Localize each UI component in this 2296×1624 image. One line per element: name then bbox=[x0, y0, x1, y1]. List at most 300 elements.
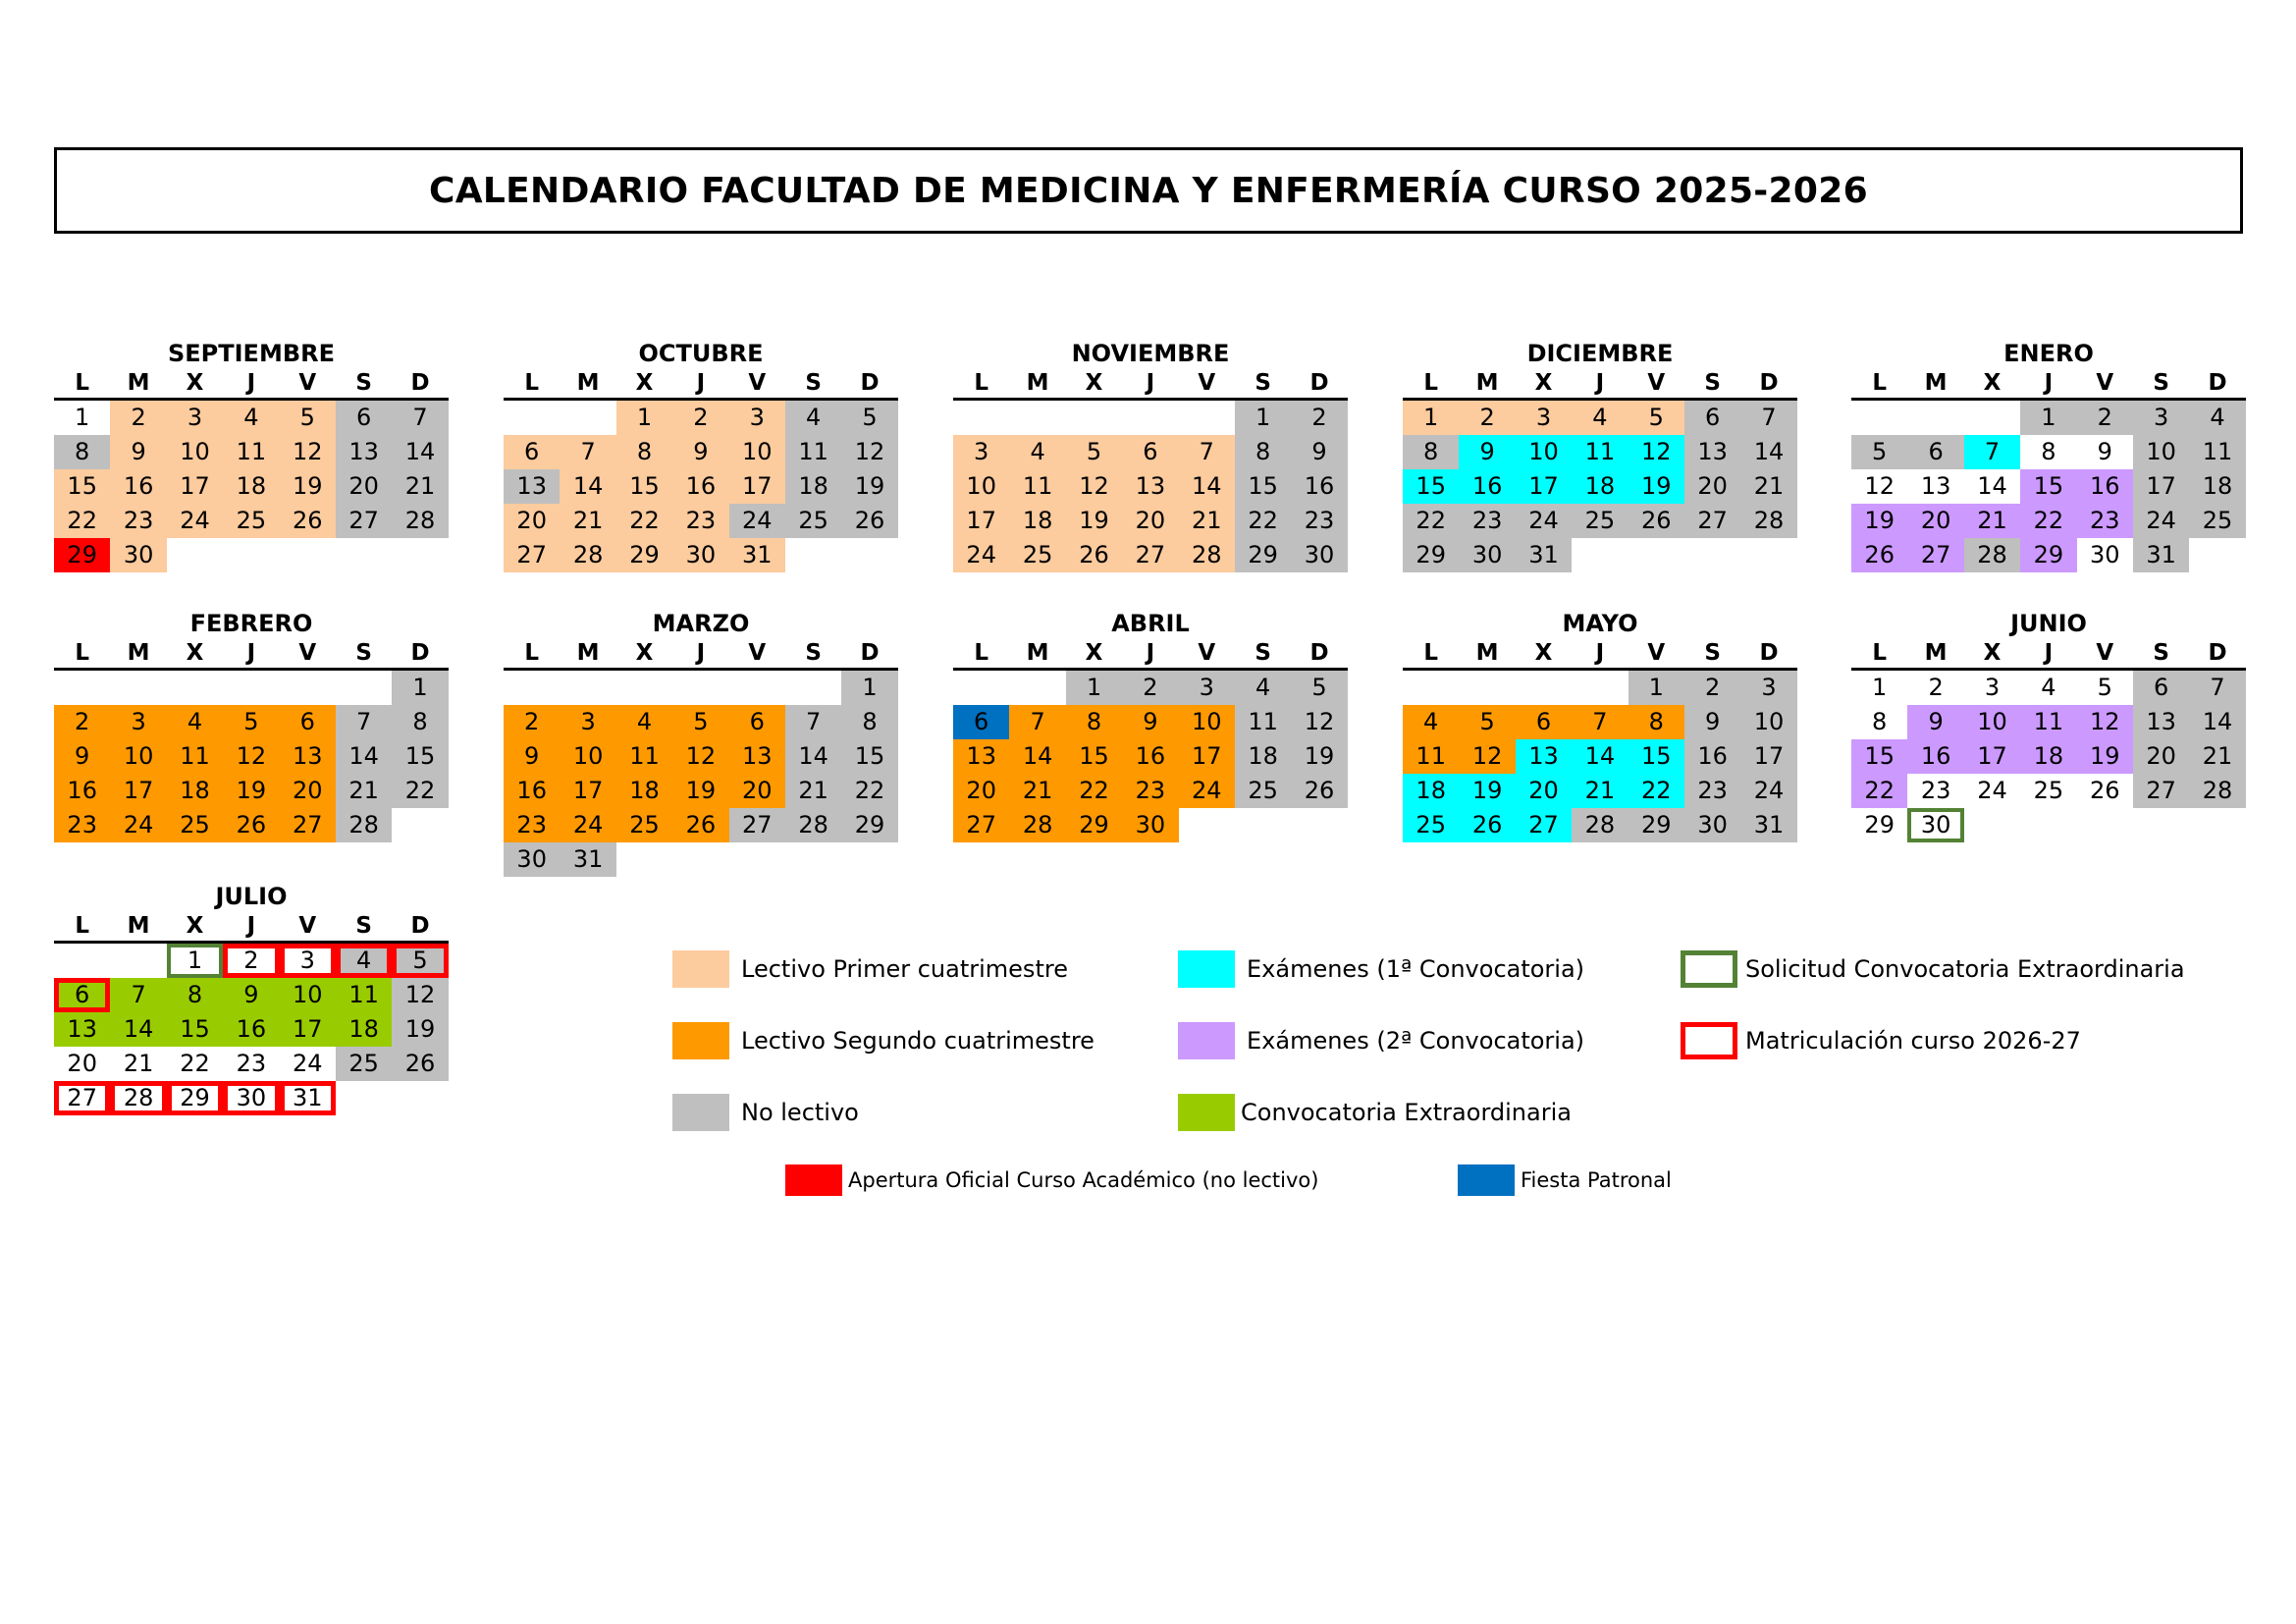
day-cell: 21 bbox=[1009, 774, 1065, 808]
day-cell: 27 bbox=[1516, 808, 1572, 842]
day-cell: 27 bbox=[504, 538, 560, 572]
day-cell: 31 bbox=[280, 1081, 336, 1115]
day-cell: 24 bbox=[167, 504, 223, 538]
day-cell: 10 bbox=[560, 739, 615, 774]
day-cell: 10 bbox=[280, 978, 336, 1012]
weekday-label: M bbox=[127, 370, 150, 396]
day-cell: 20 bbox=[280, 774, 336, 808]
day-cell: 15 bbox=[1066, 739, 1122, 774]
weekday-header bbox=[1851, 368, 2246, 401]
legend-label-matricula: Matriculación curso 2026-27 bbox=[1745, 1027, 2081, 1055]
legend-swatch-exam2 bbox=[1178, 1022, 1235, 1059]
day-cell: 12 bbox=[1851, 469, 1907, 504]
day-cell: 2 bbox=[504, 705, 560, 739]
weekday-label: D bbox=[860, 370, 880, 396]
weekday-label: M bbox=[1924, 640, 1948, 666]
day-cell: 5 bbox=[280, 401, 336, 435]
weekday-label: V bbox=[298, 913, 317, 939]
weekday-label: J bbox=[246, 913, 256, 939]
day-cell: 28 bbox=[1179, 538, 1235, 572]
month-noviembre bbox=[953, 339, 1348, 572]
day-cell: 9 bbox=[1459, 435, 1515, 469]
day-cell: 3 bbox=[1179, 671, 1235, 705]
day-cell: 20 bbox=[336, 469, 392, 504]
day-cell: 15 bbox=[841, 739, 897, 774]
empty-cell bbox=[1964, 401, 2020, 435]
day-cell: 7 bbox=[1179, 435, 1235, 469]
empty-cell bbox=[953, 401, 1009, 435]
weekday-label: M bbox=[127, 640, 150, 666]
weekday-label: V bbox=[1647, 640, 1666, 666]
day-cell: 2 bbox=[1291, 401, 1347, 435]
day-cell: 2 bbox=[110, 401, 166, 435]
day-cell: 5 bbox=[1066, 435, 1122, 469]
weekday-label: L bbox=[75, 370, 90, 396]
weekday-label: J bbox=[1595, 370, 1605, 396]
day-cell: 2 bbox=[1684, 671, 1740, 705]
day-cell: 2 bbox=[223, 944, 279, 978]
day-cell: 15 bbox=[2020, 469, 2076, 504]
day-cell: 27 bbox=[1907, 538, 1963, 572]
day-cell: 27 bbox=[1122, 538, 1178, 572]
day-cell: 6 bbox=[280, 705, 336, 739]
day-cell: 6 bbox=[1684, 401, 1740, 435]
legend-solicitud bbox=[1681, 950, 2185, 988]
day-cell: 25 bbox=[167, 808, 223, 842]
weekday-header bbox=[1403, 368, 1797, 401]
day-cell: 18 bbox=[1403, 774, 1459, 808]
day-cell: 28 bbox=[785, 808, 841, 842]
day-cell: 10 bbox=[110, 739, 166, 774]
day-cell: 11 bbox=[1009, 469, 1065, 504]
month-title: OCTUBRE bbox=[638, 340, 764, 367]
day-cell: 23 bbox=[672, 504, 728, 538]
day-cell: 13 bbox=[2133, 705, 2189, 739]
day-cell: 30 bbox=[1291, 538, 1347, 572]
month-junio bbox=[1851, 609, 2246, 842]
day-cell: 22 bbox=[2020, 504, 2076, 538]
weekday-label: X bbox=[1983, 370, 2002, 396]
weekday-label: L bbox=[524, 370, 540, 396]
weekday-label: M bbox=[1026, 370, 1049, 396]
day-cell: 26 bbox=[1066, 538, 1122, 572]
day-cell: 1 bbox=[1629, 671, 1684, 705]
day-cell: 6 bbox=[1122, 435, 1178, 469]
day-cell: 23 bbox=[110, 504, 166, 538]
legend-label-exam2: Exámenes (2ª Convocatoria) bbox=[1247, 1027, 1585, 1055]
legend-swatch-exam1 bbox=[1178, 950, 1235, 988]
day-cell: 8 bbox=[392, 705, 448, 739]
day-cell: 14 bbox=[110, 1012, 166, 1047]
day-cell: 14 bbox=[1740, 435, 1796, 469]
day-cell: 12 bbox=[1629, 435, 1684, 469]
day-cell: 19 bbox=[1629, 469, 1684, 504]
day-cell: 2 bbox=[2077, 401, 2133, 435]
weekday-label: L bbox=[1423, 370, 1439, 396]
legend-label-exam1: Exámenes (1ª Convocatoria) bbox=[1247, 955, 1585, 983]
day-cell: 20 bbox=[1516, 774, 1572, 808]
day-cell: 18 bbox=[616, 774, 672, 808]
day-cell: 29 bbox=[616, 538, 672, 572]
day-cell: 1 bbox=[841, 671, 897, 705]
day-cell: 15 bbox=[1851, 739, 1907, 774]
day-cell: 25 bbox=[1235, 774, 1291, 808]
day-cell: 4 bbox=[223, 401, 279, 435]
empty-cell bbox=[504, 401, 560, 435]
empty-cell bbox=[167, 671, 223, 705]
legend-label-solicitud: Solicitud Convocatoria Extraordinaria bbox=[1745, 955, 2185, 983]
day-cell: 30 bbox=[504, 842, 560, 877]
day-cell: 22 bbox=[841, 774, 897, 808]
day-cell: 16 bbox=[54, 774, 110, 808]
empty-cell bbox=[560, 401, 615, 435]
day-cell: 6 bbox=[1907, 435, 1963, 469]
day-cell: 1 bbox=[1066, 671, 1122, 705]
weekday-header bbox=[54, 368, 449, 401]
day-cell: 19 bbox=[1459, 774, 1515, 808]
weekday-label: D bbox=[860, 640, 880, 666]
weekday-label: D bbox=[1309, 640, 1329, 666]
day-cell: 21 bbox=[560, 504, 615, 538]
day-cell: 27 bbox=[336, 504, 392, 538]
day-cell: 14 bbox=[560, 469, 615, 504]
day-cell: 24 bbox=[1179, 774, 1235, 808]
day-cell: 24 bbox=[729, 504, 785, 538]
day-cell: 29 bbox=[1235, 538, 1291, 572]
empty-cell bbox=[504, 671, 560, 705]
weekday-label: L bbox=[974, 370, 989, 396]
day-cell: 3 bbox=[1516, 401, 1572, 435]
day-cell: 30 bbox=[223, 1081, 279, 1115]
day-cell: 9 bbox=[1907, 705, 1963, 739]
day-cell: 20 bbox=[1684, 469, 1740, 504]
weekday-label: L bbox=[974, 640, 989, 666]
day-cell: 26 bbox=[1851, 538, 1907, 572]
day-grid bbox=[1403, 671, 1797, 842]
day-grid bbox=[504, 401, 898, 572]
day-cell: 13 bbox=[953, 739, 1009, 774]
day-cell: 9 bbox=[1291, 435, 1347, 469]
day-cell: 13 bbox=[1684, 435, 1740, 469]
day-cell: 30 bbox=[1684, 808, 1740, 842]
day-cell: 11 bbox=[336, 978, 392, 1012]
empty-cell bbox=[1179, 401, 1235, 435]
day-cell: 10 bbox=[1179, 705, 1235, 739]
day-cell: 23 bbox=[504, 808, 560, 842]
day-cell: 20 bbox=[729, 774, 785, 808]
day-cell: 27 bbox=[953, 808, 1009, 842]
day-cell: 6 bbox=[1516, 705, 1572, 739]
day-cell: 13 bbox=[504, 469, 560, 504]
empty-cell bbox=[616, 671, 672, 705]
month-title: MAYO bbox=[1562, 610, 1638, 637]
day-cell: 25 bbox=[223, 504, 279, 538]
day-cell: 21 bbox=[1179, 504, 1235, 538]
day-cell: 1 bbox=[616, 401, 672, 435]
empty-cell bbox=[672, 671, 728, 705]
day-cell: 9 bbox=[672, 435, 728, 469]
day-cell: 5 bbox=[1851, 435, 1907, 469]
day-cell: 11 bbox=[2020, 705, 2076, 739]
empty-cell bbox=[1403, 671, 1459, 705]
weekday-label: V bbox=[1198, 370, 1216, 396]
day-cell: 6 bbox=[2133, 671, 2189, 705]
day-cell: 22 bbox=[1851, 774, 1907, 808]
weekday-label: V bbox=[748, 640, 767, 666]
day-cell: 5 bbox=[223, 705, 279, 739]
legend-extra bbox=[1178, 1094, 1572, 1131]
day-cell: 28 bbox=[336, 808, 392, 842]
legend-label-apertura: Apertura Oficial Curso Académico (no lectivo) bbox=[848, 1168, 1319, 1192]
legend-swatch-fiesta bbox=[1458, 1164, 1515, 1196]
day-cell: 27 bbox=[2133, 774, 2189, 808]
day-cell: 29 bbox=[167, 1081, 223, 1115]
legend-swatch-nolect bbox=[672, 1094, 729, 1131]
day-cell: 13 bbox=[54, 1012, 110, 1047]
empty-cell bbox=[560, 671, 615, 705]
weekday-label: X bbox=[635, 640, 654, 666]
day-cell: 21 bbox=[392, 469, 448, 504]
day-cell: 10 bbox=[1516, 435, 1572, 469]
month-octubre bbox=[504, 339, 898, 572]
day-cell: 3 bbox=[110, 705, 166, 739]
day-cell: 2 bbox=[1459, 401, 1515, 435]
day-cell: 24 bbox=[1516, 504, 1572, 538]
empty-cell bbox=[1459, 671, 1515, 705]
day-cell: 7 bbox=[785, 705, 841, 739]
day-cell: 30 bbox=[2077, 538, 2133, 572]
day-cell: 30 bbox=[110, 538, 166, 572]
day-cell: 21 bbox=[2189, 739, 2245, 774]
day-cell: 25 bbox=[2020, 774, 2076, 808]
weekday-label: X bbox=[1983, 640, 2002, 666]
day-cell: 10 bbox=[1964, 705, 2020, 739]
day-cell: 19 bbox=[1851, 504, 1907, 538]
day-cell: 14 bbox=[1179, 469, 1235, 504]
day-cell: 11 bbox=[167, 739, 223, 774]
month-mayo bbox=[1403, 609, 1797, 842]
day-cell: 20 bbox=[54, 1047, 110, 1081]
day-cell: 16 bbox=[504, 774, 560, 808]
day-cell: 10 bbox=[1740, 705, 1796, 739]
weekday-label: J bbox=[1595, 640, 1605, 666]
weekday-label: M bbox=[127, 913, 150, 939]
day-cell: 1 bbox=[1851, 671, 1907, 705]
day-cell: 12 bbox=[1066, 469, 1122, 504]
day-cell: 19 bbox=[2077, 739, 2133, 774]
day-cell: 28 bbox=[1009, 808, 1065, 842]
day-cell: 11 bbox=[223, 435, 279, 469]
day-cell: 9 bbox=[54, 739, 110, 774]
empty-cell bbox=[223, 671, 279, 705]
weekday-label: X bbox=[1534, 640, 1553, 666]
weekday-label: J bbox=[246, 640, 256, 666]
weekday-label: S bbox=[805, 640, 822, 666]
day-cell: 4 bbox=[1009, 435, 1065, 469]
day-cell: 8 bbox=[1403, 435, 1459, 469]
weekday-label: X bbox=[1085, 640, 1103, 666]
day-cell: 14 bbox=[1009, 739, 1065, 774]
weekday-label: V bbox=[298, 640, 317, 666]
day-cell: 31 bbox=[1516, 538, 1572, 572]
day-cell: 4 bbox=[1235, 671, 1291, 705]
weekday-label: S bbox=[355, 640, 372, 666]
day-cell: 4 bbox=[167, 705, 223, 739]
day-cell: 30 bbox=[1459, 538, 1515, 572]
day-cell: 25 bbox=[1572, 504, 1628, 538]
day-cell: 27 bbox=[1684, 504, 1740, 538]
day-cell: 28 bbox=[1740, 504, 1796, 538]
day-cell: 3 bbox=[560, 705, 615, 739]
day-cell: 14 bbox=[1964, 469, 2020, 504]
weekday-label: X bbox=[1534, 370, 1553, 396]
weekday-label: D bbox=[410, 370, 430, 396]
weekday-label: S bbox=[1704, 640, 1721, 666]
day-cell: 25 bbox=[616, 808, 672, 842]
day-cell: 21 bbox=[1740, 469, 1796, 504]
day-cell: 5 bbox=[2077, 671, 2133, 705]
day-cell: 15 bbox=[1629, 739, 1684, 774]
legend-label-lect2: Lectivo Segundo cuatrimestre bbox=[741, 1027, 1095, 1055]
day-grid bbox=[504, 671, 898, 877]
day-cell: 15 bbox=[616, 469, 672, 504]
day-grid bbox=[1851, 671, 2246, 842]
day-cell: 19 bbox=[1291, 739, 1347, 774]
day-cell: 4 bbox=[336, 944, 392, 978]
day-cell: 11 bbox=[616, 739, 672, 774]
day-cell: 3 bbox=[953, 435, 1009, 469]
day-cell: 21 bbox=[336, 774, 392, 808]
day-cell: 30 bbox=[1907, 808, 1963, 842]
month-title: SEPTIEMBRE bbox=[167, 340, 335, 367]
day-cell: 15 bbox=[1235, 469, 1291, 504]
day-cell: 26 bbox=[1291, 774, 1347, 808]
weekday-label: M bbox=[576, 640, 600, 666]
day-cell: 7 bbox=[1740, 401, 1796, 435]
day-cell: 9 bbox=[223, 978, 279, 1012]
day-cell: 26 bbox=[841, 504, 897, 538]
weekday-label: D bbox=[410, 640, 430, 666]
day-cell: 10 bbox=[2133, 435, 2189, 469]
day-cell: 7 bbox=[392, 401, 448, 435]
day-cell: 8 bbox=[841, 705, 897, 739]
weekday-label: L bbox=[75, 913, 90, 939]
empty-cell bbox=[1572, 671, 1628, 705]
day-cell: 9 bbox=[1122, 705, 1178, 739]
day-cell: 24 bbox=[110, 808, 166, 842]
day-cell: 12 bbox=[1291, 705, 1347, 739]
day-cell: 8 bbox=[167, 978, 223, 1012]
day-cell: 17 bbox=[953, 504, 1009, 538]
day-cell: 24 bbox=[2133, 504, 2189, 538]
day-cell: 17 bbox=[110, 774, 166, 808]
day-cell: 19 bbox=[841, 469, 897, 504]
day-cell: 17 bbox=[167, 469, 223, 504]
day-cell: 12 bbox=[841, 435, 897, 469]
month-septiembre bbox=[54, 339, 449, 572]
weekday-label: M bbox=[1475, 640, 1499, 666]
day-cell: 24 bbox=[560, 808, 615, 842]
day-cell: 8 bbox=[616, 435, 672, 469]
month-title: ABRIL bbox=[1111, 610, 1190, 637]
day-cell: 31 bbox=[729, 538, 785, 572]
day-cell: 18 bbox=[1009, 504, 1065, 538]
day-cell: 14 bbox=[785, 739, 841, 774]
day-grid bbox=[1851, 401, 2246, 572]
weekday-label: X bbox=[186, 640, 204, 666]
weekday-label: L bbox=[1872, 370, 1888, 396]
weekday-label: L bbox=[1872, 640, 1888, 666]
day-cell: 20 bbox=[504, 504, 560, 538]
weekday-header bbox=[953, 368, 1348, 401]
weekday-label: V bbox=[2096, 640, 2114, 666]
weekday-label: V bbox=[1647, 370, 1666, 396]
legend-exam2 bbox=[1178, 1022, 1584, 1059]
day-cell: 22 bbox=[1066, 774, 1122, 808]
day-grid bbox=[54, 671, 449, 842]
weekday-label: L bbox=[75, 640, 90, 666]
day-cell: 25 bbox=[1009, 538, 1065, 572]
day-cell: 29 bbox=[1629, 808, 1684, 842]
day-cell: 15 bbox=[1403, 469, 1459, 504]
day-cell: 12 bbox=[223, 739, 279, 774]
empty-cell bbox=[110, 944, 166, 978]
weekday-label: X bbox=[1085, 370, 1103, 396]
day-cell: 13 bbox=[336, 435, 392, 469]
day-cell: 22 bbox=[54, 504, 110, 538]
day-cell: 3 bbox=[729, 401, 785, 435]
day-cell: 13 bbox=[729, 739, 785, 774]
weekday-label: D bbox=[1759, 640, 1779, 666]
day-cell: 12 bbox=[672, 739, 728, 774]
day-cell: 29 bbox=[54, 538, 110, 572]
day-cell: 28 bbox=[110, 1081, 166, 1115]
day-cell: 8 bbox=[1629, 705, 1684, 739]
weekday-label: V bbox=[298, 370, 317, 396]
month-diciembre bbox=[1403, 339, 1797, 572]
day-cell: 22 bbox=[616, 504, 672, 538]
month-enero bbox=[1851, 339, 2246, 572]
legend-exam1 bbox=[1178, 950, 1584, 988]
day-cell: 9 bbox=[1684, 705, 1740, 739]
day-cell: 10 bbox=[953, 469, 1009, 504]
page-title: CALENDARIO FACULTAD DE MEDICINA Y ENFERMERÍA CURSO 2025-2026 bbox=[429, 170, 1868, 211]
day-cell: 5 bbox=[1291, 671, 1347, 705]
day-cell: 13 bbox=[1907, 469, 1963, 504]
day-cell: 16 bbox=[672, 469, 728, 504]
legend-swatch-solicitud bbox=[1681, 950, 1737, 988]
day-cell: 9 bbox=[2077, 435, 2133, 469]
day-cell: 2 bbox=[54, 705, 110, 739]
day-cell: 4 bbox=[1572, 401, 1628, 435]
day-cell: 19 bbox=[672, 774, 728, 808]
day-cell: 4 bbox=[2020, 671, 2076, 705]
day-cell: 21 bbox=[1964, 504, 2020, 538]
day-cell: 18 bbox=[336, 1012, 392, 1047]
month-abril bbox=[953, 609, 1348, 842]
weekday-label: J bbox=[696, 370, 706, 396]
empty-cell bbox=[54, 671, 110, 705]
legend-swatch-matricula bbox=[1681, 1022, 1737, 1059]
day-cell: 16 bbox=[110, 469, 166, 504]
legend-matricula bbox=[1681, 1022, 2081, 1059]
day-cell: 15 bbox=[392, 739, 448, 774]
weekday-label: L bbox=[1423, 640, 1439, 666]
day-cell: 26 bbox=[223, 808, 279, 842]
empty-cell bbox=[1851, 401, 1907, 435]
weekday-label: J bbox=[696, 640, 706, 666]
weekday-label: V bbox=[748, 370, 767, 396]
